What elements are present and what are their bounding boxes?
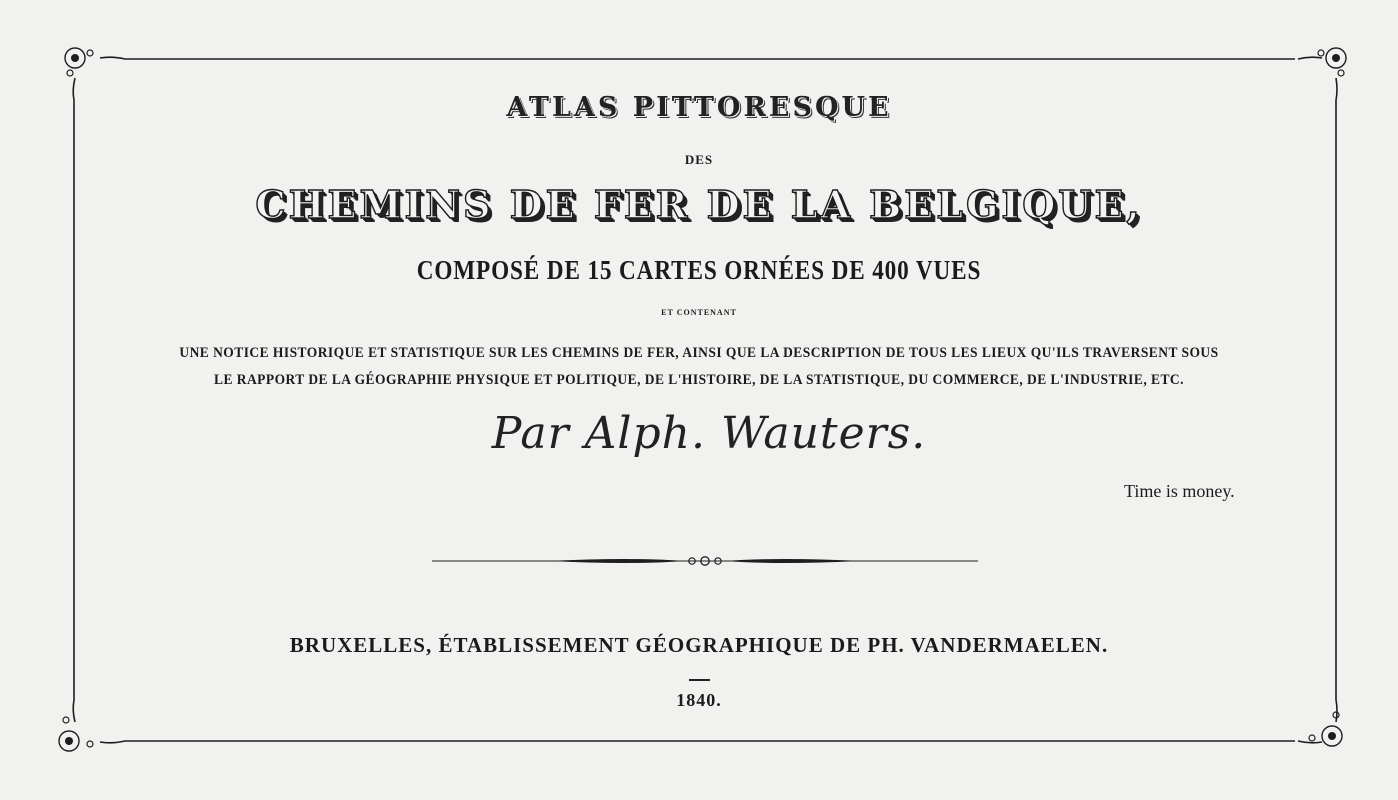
publisher-line: BRUXELLES, ÉTABLISSEMENT GÉOGRAPHIQUE DE PH. VANDERMAELEN.	[289, 633, 1109, 657]
label-et-contenant: ET CONTENANT	[661, 308, 737, 317]
publication-year: 1840.	[676, 690, 722, 710]
heading-atlas-pittoresque: ATLAS PITTORESQUE	[506, 92, 892, 123]
author-line: Par Alph. Wauters.	[491, 408, 927, 459]
motto: Time is money.	[1124, 481, 1235, 501]
year-divider	[689, 679, 710, 681]
main-title: CHEMINS DE FER DE LA BELGIQUE,	[255, 182, 1143, 227]
rosette-corner-icon-bottom-left	[59, 717, 93, 751]
rosette-corner-icon-top-right	[1318, 48, 1346, 76]
heading-des: DES	[684, 152, 714, 167]
notice-line-1: UNE NOTICE HISTORIQUE ET STATISTIQUE SUR LES CHEMINS DE FER, AINSI QUE LA DESCRIPTION DE TOUS LES LIEUX QU'ILS TRAVERSENT SOUS	[179, 345, 1219, 361]
rosette-corner-icon-top-left	[65, 48, 93, 76]
subtitle-compose: COMPOSÉ DE 15 CARTES ORNÉES DE 400 VUES	[416, 255, 982, 285]
notice-line-2: LE RAPPORT DE LA GÉOGRAPHIE PHYSIQUE ET POLITIQUE, DE L'HISTOIRE, DE LA STATISTIQUE, DU COMMERCE, DE L'INDUSTRIE, ETC.	[214, 372, 1184, 388]
ornamental-rule-icon	[430, 550, 980, 572]
